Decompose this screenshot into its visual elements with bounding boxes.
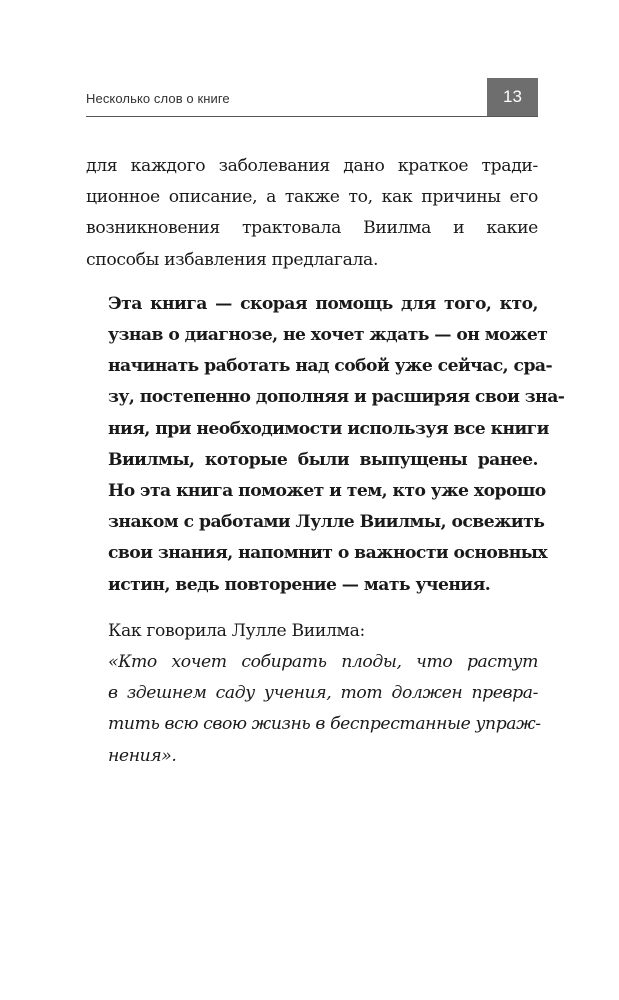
quote-paragraph [86, 647, 541, 772]
text-line: свои знания, напомнит о важности основных [108, 543, 548, 564]
page-body [86, 151, 565, 772]
text-line: Эта книга — скорая помощь для того, кто, [108, 293, 538, 314]
running-title: Несколько слов о книге [86, 91, 230, 106]
text-line: для каждого заболевания дано краткое тради- [86, 156, 538, 176]
text-line: способы избавления предлагала. [86, 249, 379, 270]
running-header [86, 78, 538, 118]
text-line: возникновения трактовала Виилма и какие [86, 218, 538, 239]
quote-line: в здешнем саду учения, тот должен превра- [108, 683, 538, 704]
text-line: зу, постепенно дополняя и расширяя свои зна- [108, 387, 565, 408]
quote-line: «Кто хочет собирать плоды, что растут [108, 652, 538, 673]
text-line: ционное описание, а также то, как причины его [86, 187, 538, 208]
text-line: ния, при необходимости используя все книги [108, 418, 549, 439]
paragraph-1 [86, 151, 538, 276]
quote-line: нения». [108, 745, 177, 766]
text-line: истин, ведь повторение — мать учения. [108, 574, 491, 595]
paragraph-bold [86, 289, 565, 601]
quote-intro-text: Как говорила Лулле Виилма: [108, 620, 365, 641]
text-line: начинать работать над собой уже сейчас, сра- [108, 356, 553, 377]
text-line: узнав о диагнозе, не хочет ждать — он может [108, 325, 548, 346]
quote-intro [86, 616, 538, 647]
page-number-box [487, 78, 538, 116]
quote-line: тить всю свою жизнь в беспрестанные упраж- [108, 714, 541, 735]
page-number: 13 [503, 87, 522, 106]
text-line: Виилмы, которые были выпущены ранее. [108, 449, 538, 470]
text-line: знаком с работами Лулле Виилмы, освежить [108, 512, 545, 533]
text-line: Но эта книга поможет и тем, кто уже хорошо [108, 481, 546, 502]
header-rule [86, 116, 538, 117]
